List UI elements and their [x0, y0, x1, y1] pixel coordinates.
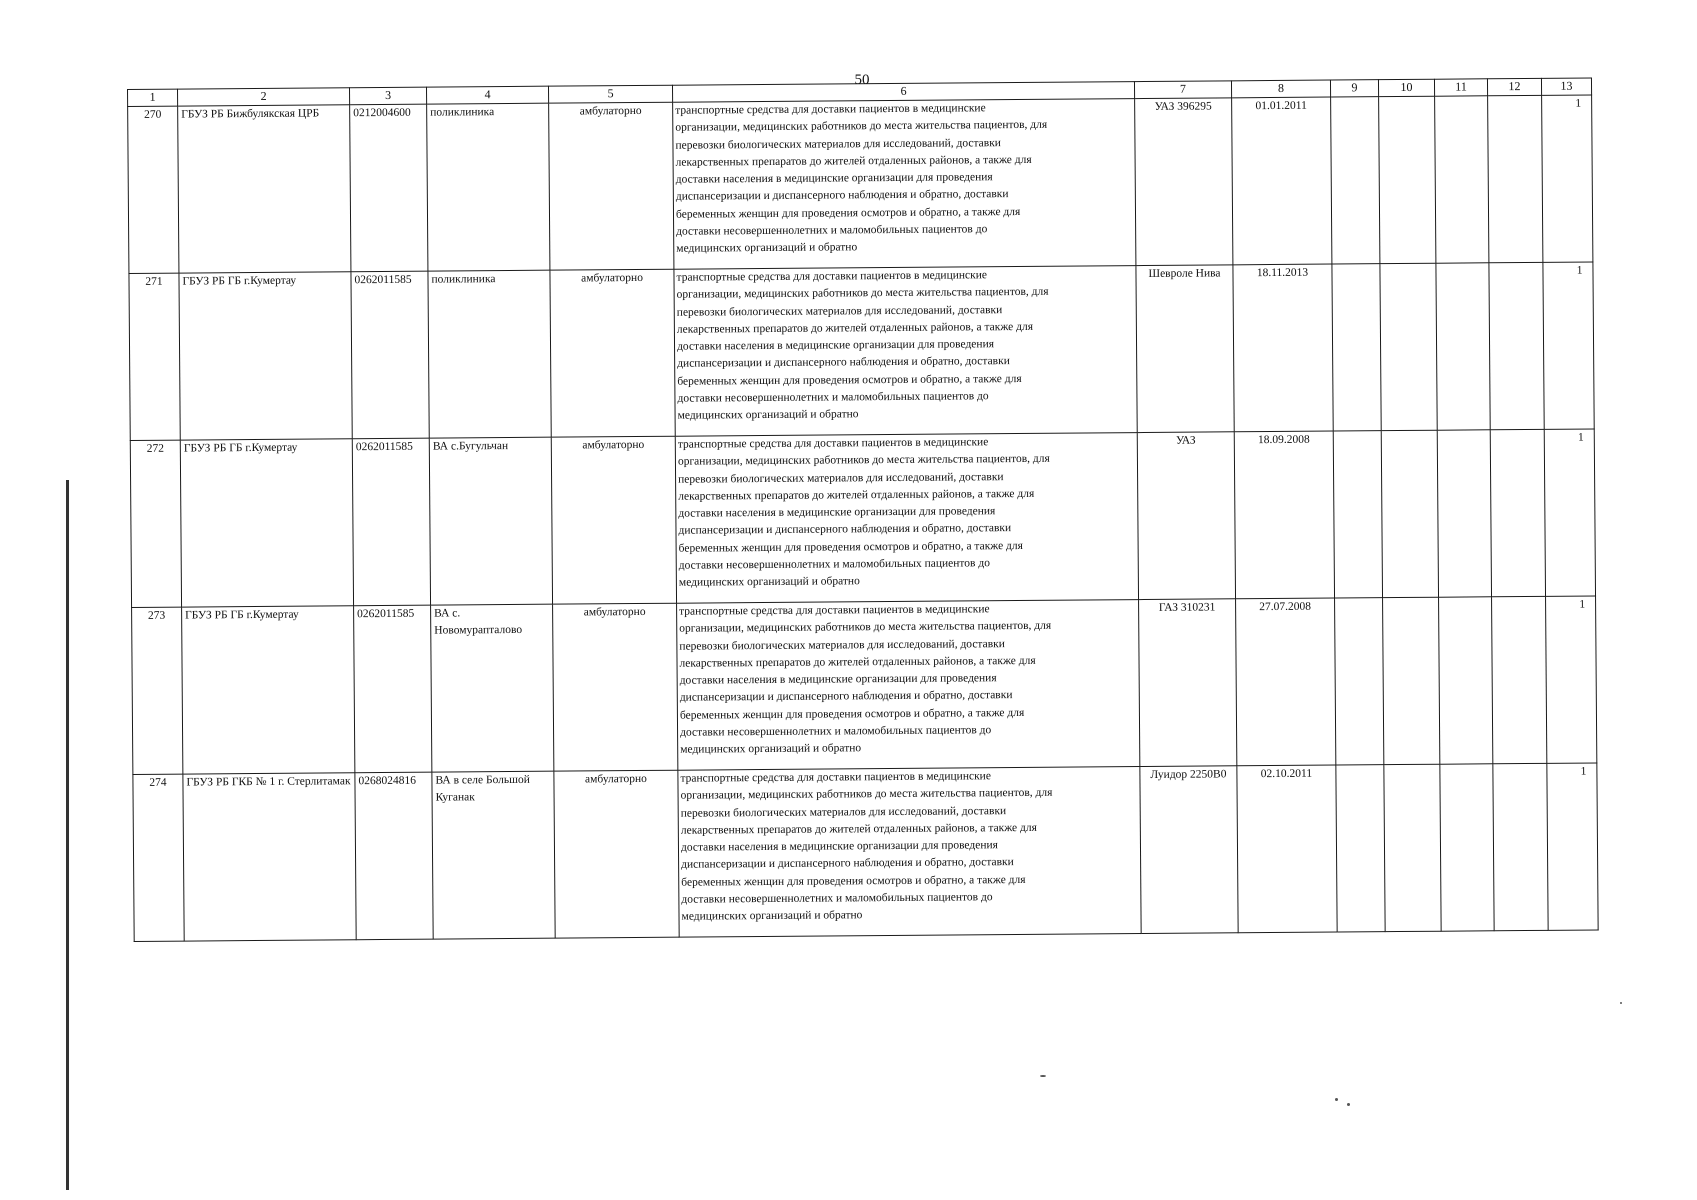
registration-date: 18.09.2008: [1234, 431, 1334, 599]
row-number: 273: [132, 607, 183, 774]
registration-date: 01.01.2011: [1232, 97, 1332, 265]
scan-speck: [1347, 1103, 1350, 1106]
table-row: [133, 763, 1598, 941]
cell-col-10: [1381, 430, 1438, 597]
cell-col-9: [1333, 431, 1382, 598]
quantity: 1: [1543, 262, 1594, 429]
table-row: [128, 95, 1593, 273]
cell-col-12: [1489, 262, 1544, 429]
quantity: 1: [1547, 763, 1598, 930]
column-header: 5: [548, 85, 672, 103]
cell-col-12: [1488, 95, 1543, 262]
care-mode: амбулаторно: [550, 269, 675, 437]
quantity: 1: [1546, 596, 1597, 763]
organization-code: 0262011585: [354, 605, 432, 773]
organization-name: ГБУЗ РБ Бижбулякская ЦРБ: [178, 105, 351, 273]
row-number: 272: [130, 440, 181, 607]
table-row: [130, 429, 1595, 607]
vehicle-model: Луидор 2250В0: [1140, 766, 1238, 934]
column-header: 9: [1330, 80, 1378, 97]
cell-col-10: [1384, 764, 1441, 931]
cell-col-12: [1490, 429, 1545, 596]
cell-col-11: [1436, 263, 1490, 430]
cell-col-9: [1335, 598, 1384, 765]
column-header: 1: [128, 89, 178, 106]
cell-col-10: [1383, 597, 1440, 764]
organization-name: ГБУЗ РБ ГБ г.Кумертау: [179, 272, 352, 440]
vehicle-purpose: транспортные средства для доставки пациентов в медицинские организации, медицинских работников до места жительства пациентов, для перевозки биологических материалов для исследований, доставки лекарственных препаратов до жителей отдаленных районов, а также для доставки населения в медицинские организации для проведения диспансеризации и диспансерного наблюдения и обратно, доставки беременных женщин для проведения осмотров и обратно, а также для доставки несовершеннолетних и маломобильных пациентов до медицинских организаций и обратно: [678, 767, 1141, 938]
cell-col-9: [1332, 264, 1381, 431]
organization-code: 0262011585: [351, 271, 429, 439]
vehicle-purpose: транспортные средства для доставки пациентов в медицинские организации, медицинских работников до места жительства пациентов, для перевозки биологических материалов для исследований, доставки лекарственных препаратов до жителей отдаленных районов, а также для доставки населения в медицинские организации для проведения диспансеризации и диспансерного наблюдения и обратно, доставки беременных женщин для проведения осмотров и обратно, а также для доставки несовершеннолетних и маломобильных пациентов до медицинских организаций и обратно: [673, 99, 1136, 270]
registration-date: 02.10.2011: [1237, 765, 1337, 933]
page-number: 50: [854, 72, 870, 88]
organization-name: ГБУЗ РБ ГБ г.Кумертау: [180, 439, 353, 607]
column-header: 7: [1134, 81, 1231, 99]
column-header: 10: [1378, 79, 1434, 96]
column-header: 3: [349, 87, 426, 105]
scan-speck: [1620, 1002, 1622, 1004]
care-mode: амбулаторно: [549, 102, 674, 270]
care-mode: амбулаторно: [554, 770, 679, 938]
row-number: 271: [129, 273, 180, 440]
data-table: [127, 77, 1599, 941]
column-header: 6: [672, 82, 1134, 103]
quantity: 1: [1542, 95, 1593, 262]
care-mode: амбулаторно: [551, 436, 676, 604]
table-row: [132, 596, 1597, 774]
vehicle-model: УАЗ 396295: [1135, 98, 1233, 266]
row-number: 274: [133, 774, 184, 941]
table-container: [127, 77, 1599, 941]
subdivision: ВА с. Новомурапталово: [431, 604, 554, 772]
cell-col-10: [1380, 263, 1437, 430]
subdivision: поликлиника: [428, 270, 551, 438]
cell-col-11: [1440, 764, 1494, 931]
quantity: 1: [1544, 429, 1595, 596]
cell-col-12: [1492, 596, 1547, 763]
column-header: 11: [1434, 79, 1487, 96]
cell-col-11: [1435, 96, 1489, 263]
vehicle-purpose: транспортные средства для доставки пациентов в медицинские организации, медицинских работников до места жительства пациентов, для перевозки биологических материалов для исследований, доставки лекарственных препаратов до жителей отдаленных районов, а также для доставки населения в медицинские организации для проведения диспансеризации и диспансерного наблюдения и обратно, доставки беременных женщин для проведения осмотров и обратно, а также для доставки несовершеннолетних и маломобильных пациентов до медицинских организаций и обратно: [675, 433, 1138, 604]
scan-speck: [1335, 1098, 1338, 1101]
registration-date: 18.11.2013: [1233, 264, 1333, 432]
column-header: 2: [178, 88, 350, 106]
scan-speck: [1040, 1075, 1046, 1077]
cell-col-11: [1439, 597, 1493, 764]
cell-col-9: [1336, 765, 1385, 932]
subdivision: ВА с.Бугульчан: [429, 437, 552, 605]
vehicle-model: ГАЗ 310231: [1139, 599, 1237, 767]
vehicle-model: УАЗ: [1137, 432, 1235, 600]
cell-col-11: [1437, 430, 1491, 597]
vehicle-purpose: транспортные средства для доставки пациентов в медицинские организации, медицинских работников до места жительства пациентов, для перевозки биологических материалов для исследований, доставки лекарственных препаратов до жителей отдаленных районов, а также для доставки населения в медицинские организации для проведения диспансеризации и диспансерного наблюдения и обратно, доставки беременных женщин для проведения осмотров и обратно, а также для доставки несовершеннолетних и маломобильных пациентов до медицинских организаций и обратно: [674, 266, 1137, 437]
care-mode: амбулаторно: [553, 603, 678, 771]
scan-edge-line: [66, 480, 69, 1190]
cell-col-10: [1379, 96, 1436, 263]
vehicle-purpose: транспортные средства для доставки пациентов в медицинские организации, медицинских работников до места жительства пациентов, для перевозки биологических материалов для исследований, доставки лекарственных препаратов до жителей отдаленных районов, а также для доставки населения в медицинские организации для проведения диспансеризации и диспансерного наблюдения и обратно, доставки беременных женщин для проведения осмотров и обратно, а также для доставки несовершеннолетних и маломобильных пациентов до медицинских организаций и обратно: [677, 600, 1140, 771]
subdivision: поликлиника: [427, 103, 550, 271]
cell-col-9: [1331, 97, 1380, 264]
organization-code: 0262011585: [352, 438, 430, 606]
cell-col-12: [1493, 763, 1548, 930]
organization-name: ГБУЗ РБ ГБ г.Кумертау: [182, 606, 355, 774]
organization-code: 0212004600: [350, 104, 428, 272]
table-row: [129, 262, 1594, 440]
vehicle-model: Шевроле Нива: [1136, 265, 1234, 433]
registration-date: 27.07.2008: [1236, 598, 1336, 766]
row-number: 270: [128, 106, 179, 273]
organization-code: 0268024816: [355, 772, 433, 940]
column-header: 8: [1231, 80, 1330, 98]
subdivision: ВА в селе Большой Куганак: [432, 771, 555, 939]
column-header: 4: [426, 86, 548, 104]
column-header: 12: [1487, 78, 1541, 95]
organization-name: ГБУЗ РБ ГКБ № 1 г. Стерлитамак: [183, 773, 356, 941]
column-header: 13: [1541, 78, 1591, 95]
